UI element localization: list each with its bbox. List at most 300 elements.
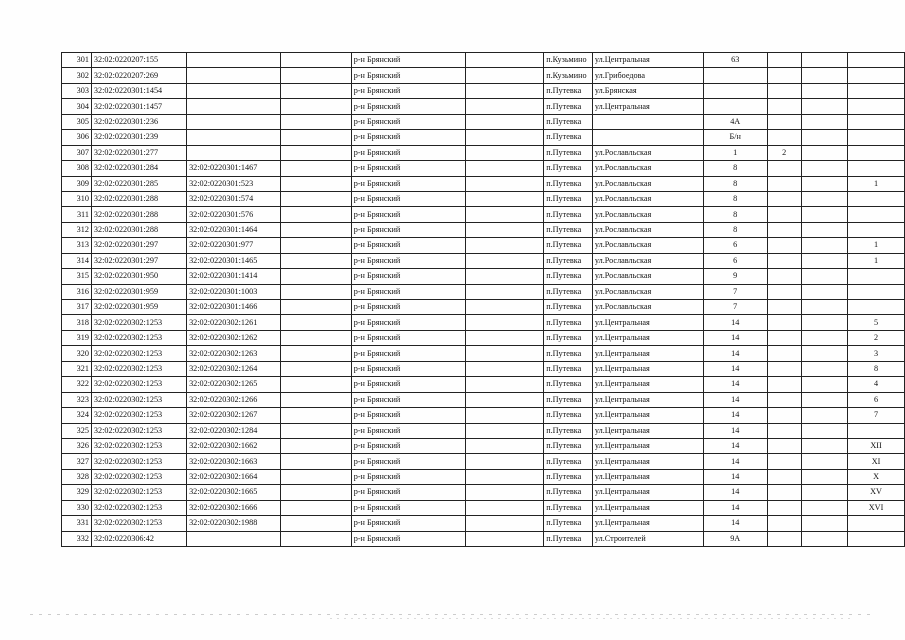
- table-row: [62, 346, 905, 361]
- row-number-cell: 328: [62, 469, 92, 484]
- row-number-cell: 312: [62, 222, 92, 237]
- table-row: [62, 269, 905, 284]
- row-number-cell: 301: [62, 53, 92, 68]
- settlement-cell: п.Путевка: [544, 361, 593, 376]
- district-cell: р-н Брянский: [351, 330, 466, 345]
- building-number-cell: [767, 500, 801, 515]
- street-cell: ул.Центральная: [592, 330, 703, 345]
- settlement-cell: п.Путевка: [544, 269, 593, 284]
- apartment-number-cell: [848, 300, 905, 315]
- settlement-cell: п.Путевка: [544, 408, 593, 423]
- house-number-cell: 14: [703, 516, 767, 531]
- blank-cell-cell: [466, 114, 544, 129]
- building-number-cell: [767, 315, 801, 330]
- table-row: [62, 500, 905, 515]
- street-cell: ул.Рославльская: [592, 176, 703, 191]
- street-cell: ул.Грибоедова: [592, 68, 703, 83]
- street-cell: ул.Рославльская: [592, 284, 703, 299]
- extra-cell-cell: [801, 377, 847, 392]
- table-row: [62, 176, 905, 191]
- row-number-cell: 311: [62, 207, 92, 222]
- row-number-cell: 315: [62, 269, 92, 284]
- apartment-number-cell: [848, 207, 905, 222]
- cadastral-number-cell: 32:02:0220302:1253: [91, 346, 186, 361]
- building-number-cell: [767, 300, 801, 315]
- house-number-cell: 9: [703, 269, 767, 284]
- street-cell: ул.Центральная: [592, 377, 703, 392]
- street-cell: [592, 114, 703, 129]
- building-number-cell: [767, 408, 801, 423]
- table-row: [62, 469, 905, 484]
- cadastral-number-cell: 32:02:0220302:1253: [91, 408, 186, 423]
- street-cell: ул.Брянская: [592, 83, 703, 98]
- house-number-cell: [703, 68, 767, 83]
- blank-cell-cell: [281, 531, 351, 546]
- settlement-cell: п.Путевка: [544, 330, 593, 345]
- apartment-number-cell: 4: [848, 377, 905, 392]
- settlement-cell: п.Путевка: [544, 392, 593, 407]
- blank-cell-cell: [281, 408, 351, 423]
- street-cell: ул.Центральная: [592, 500, 703, 515]
- house-number-cell: 14: [703, 377, 767, 392]
- cadastral-number-cell: 32:02:0220301:297: [91, 253, 186, 268]
- blank-cell-cell: [281, 423, 351, 438]
- extra-cell-cell: [801, 423, 847, 438]
- cadastral-number-2-cell: 32:02:0220302:1265: [187, 377, 281, 392]
- street-cell: ул.Рославльская: [592, 300, 703, 315]
- street-cell: ул.Рославльская: [592, 222, 703, 237]
- blank-cell-cell: [466, 346, 544, 361]
- cadastral-number-2-cell: 32:02:0220302:1663: [187, 454, 281, 469]
- settlement-cell: п.Путевка: [544, 222, 593, 237]
- settlement-cell: п.Путевка: [544, 438, 593, 453]
- table-row: [62, 114, 905, 129]
- house-number-cell: 14: [703, 346, 767, 361]
- district-cell: р-н Брянский: [351, 500, 466, 515]
- blank-cell-cell: [281, 269, 351, 284]
- district-cell: р-н Брянский: [351, 346, 466, 361]
- district-cell: р-н Брянский: [351, 392, 466, 407]
- extra-cell-cell: [801, 68, 847, 83]
- settlement-cell: п.Путевка: [544, 83, 593, 98]
- register-table: [61, 52, 905, 547]
- district-cell: р-н Брянский: [351, 469, 466, 484]
- extra-cell-cell: [801, 53, 847, 68]
- apartment-number-cell: [848, 68, 905, 83]
- apartment-number-cell: [848, 531, 905, 546]
- blank-cell-cell: [466, 238, 544, 253]
- street-cell: ул.Центральная: [592, 516, 703, 531]
- street-cell: ул.Рославльская: [592, 207, 703, 222]
- extra-cell-cell: [801, 114, 847, 129]
- apartment-number-cell: 1: [848, 238, 905, 253]
- table-row: [62, 207, 905, 222]
- cadastral-number-2-cell: [187, 531, 281, 546]
- building-number-cell: [767, 99, 801, 114]
- blank-cell-cell: [281, 191, 351, 206]
- district-cell: р-н Брянский: [351, 176, 466, 191]
- extra-cell-cell: [801, 315, 847, 330]
- table-row: [62, 191, 905, 206]
- blank-cell-cell: [466, 408, 544, 423]
- blank-cell-cell: [466, 438, 544, 453]
- building-number-cell: [767, 83, 801, 98]
- cadastral-number-2-cell: 32:02:0220301:977: [187, 238, 281, 253]
- blank-cell-cell: [281, 392, 351, 407]
- table-row: [62, 253, 905, 268]
- cadastral-number-cell: 32:02:0220301:277: [91, 145, 186, 160]
- street-cell: ул.Рославльская: [592, 269, 703, 284]
- row-number-cell: 329: [62, 485, 92, 500]
- cadastral-number-cell: 32:02:0220302:1253: [91, 330, 186, 345]
- apartment-number-cell: [848, 130, 905, 145]
- blank-cell-cell: [466, 253, 544, 268]
- row-number-cell: 326: [62, 438, 92, 453]
- blank-cell-cell: [466, 83, 544, 98]
- table-row: [62, 408, 905, 423]
- cadastral-number-cell: 32:02:0220301:959: [91, 284, 186, 299]
- cadastral-number-cell: 32:02:0220302:1253: [91, 361, 186, 376]
- district-cell: р-н Брянский: [351, 238, 466, 253]
- extra-cell-cell: [801, 531, 847, 546]
- settlement-cell: п.Путевка: [544, 500, 593, 515]
- extra-cell-cell: [801, 99, 847, 114]
- district-cell: р-н Брянский: [351, 207, 466, 222]
- apartment-number-cell: [848, 83, 905, 98]
- blank-cell-cell: [281, 207, 351, 222]
- cadastral-number-2-cell: 32:02:0220301:1466: [187, 300, 281, 315]
- building-number-cell: [767, 392, 801, 407]
- cadastral-number-cell: 32:02:0220301:950: [91, 269, 186, 284]
- building-number-cell: [767, 238, 801, 253]
- cadastral-number-cell: 32:02:0220301:284: [91, 161, 186, 176]
- extra-cell-cell: [801, 469, 847, 484]
- table-row: [62, 531, 905, 546]
- settlement-cell: п.Путевка: [544, 253, 593, 268]
- cadastral-number-2-cell: 32:02:0220301:576: [187, 207, 281, 222]
- cadastral-number-cell: 32:02:0220302:1253: [91, 469, 186, 484]
- row-number-cell: 316: [62, 284, 92, 299]
- building-number-cell: [767, 207, 801, 222]
- street-cell: ул.Центральная: [592, 438, 703, 453]
- blank-cell-cell: [466, 222, 544, 237]
- settlement-cell: п.Путевка: [544, 130, 593, 145]
- blank-cell-cell: [466, 161, 544, 176]
- apartment-number-cell: [848, 222, 905, 237]
- blank-cell-cell: [281, 346, 351, 361]
- extra-cell-cell: [801, 191, 847, 206]
- settlement-cell: п.Путевка: [544, 315, 593, 330]
- cadastral-number-2-cell: [187, 53, 281, 68]
- district-cell: р-н Брянский: [351, 161, 466, 176]
- blank-cell-cell: [466, 377, 544, 392]
- row-number-cell: 324: [62, 408, 92, 423]
- cadastral-number-2-cell: 32:02:0220302:1666: [187, 500, 281, 515]
- apartment-number-cell: 8: [848, 361, 905, 376]
- blank-cell-cell: [281, 83, 351, 98]
- table-row: [62, 222, 905, 237]
- building-number-cell: 2: [767, 145, 801, 160]
- building-number-cell: [767, 330, 801, 345]
- house-number-cell: 8: [703, 161, 767, 176]
- row-number-cell: 310: [62, 191, 92, 206]
- cadastral-number-2-cell: 32:02:0220301:1467: [187, 161, 281, 176]
- settlement-cell: п.Кузьмино: [544, 53, 593, 68]
- blank-cell-cell: [466, 469, 544, 484]
- cadastral-number-cell: 32:02:0220301:959: [91, 300, 186, 315]
- cadastral-number-2-cell: [187, 83, 281, 98]
- settlement-cell: п.Путевка: [544, 238, 593, 253]
- row-number-cell: 320: [62, 346, 92, 361]
- house-number-cell: 14: [703, 423, 767, 438]
- settlement-cell: п.Путевка: [544, 300, 593, 315]
- blank-cell-cell: [466, 191, 544, 206]
- settlement-cell: п.Путевка: [544, 454, 593, 469]
- district-cell: р-н Брянский: [351, 68, 466, 83]
- district-cell: р-н Брянский: [351, 83, 466, 98]
- building-number-cell: [767, 53, 801, 68]
- street-cell: ул.Рославльская: [592, 253, 703, 268]
- settlement-cell: п.Путевка: [544, 423, 593, 438]
- table-row: [62, 130, 905, 145]
- street-cell: ул.Рославльская: [592, 161, 703, 176]
- cadastral-number-cell: 32:02:0220302:1253: [91, 516, 186, 531]
- blank-cell-cell: [281, 176, 351, 191]
- street-cell: ул.Центральная: [592, 454, 703, 469]
- house-number-cell: 14: [703, 361, 767, 376]
- district-cell: р-н Брянский: [351, 114, 466, 129]
- row-number-cell: 317: [62, 300, 92, 315]
- cadastral-number-2-cell: [187, 68, 281, 83]
- row-number-cell: 332: [62, 531, 92, 546]
- blank-cell-cell: [466, 176, 544, 191]
- table-row: [62, 485, 905, 500]
- apartment-number-cell: [848, 145, 905, 160]
- blank-cell-cell: [281, 68, 351, 83]
- settlement-cell: п.Путевка: [544, 161, 593, 176]
- blank-cell-cell: [466, 485, 544, 500]
- extra-cell-cell: [801, 269, 847, 284]
- district-cell: р-н Брянский: [351, 222, 466, 237]
- apartment-number-cell: [848, 269, 905, 284]
- apartment-number-cell: 6: [848, 392, 905, 407]
- extra-cell-cell: [801, 130, 847, 145]
- cadastral-number-cell: 32:02:0220301:239: [91, 130, 186, 145]
- row-number-cell: 303: [62, 83, 92, 98]
- row-number-cell: 325: [62, 423, 92, 438]
- table-row: [62, 454, 905, 469]
- extra-cell-cell: [801, 176, 847, 191]
- blank-cell-cell: [466, 145, 544, 160]
- cadastral-number-2-cell: 32:02:0220302:1665: [187, 485, 281, 500]
- district-cell: р-н Брянский: [351, 454, 466, 469]
- street-cell: ул.Центральная: [592, 485, 703, 500]
- row-number-cell: 313: [62, 238, 92, 253]
- table-row: [62, 284, 905, 299]
- register-rows: [62, 53, 905, 547]
- table-row: [62, 145, 905, 160]
- cadastral-number-2-cell: 32:02:0220302:1263: [187, 346, 281, 361]
- house-number-cell: 6: [703, 253, 767, 268]
- district-cell: р-н Брянский: [351, 284, 466, 299]
- row-number-cell: 319: [62, 330, 92, 345]
- blank-cell-cell: [466, 361, 544, 376]
- row-number-cell: 305: [62, 114, 92, 129]
- apartment-number-cell: XVI: [848, 500, 905, 515]
- cadastral-number-cell: 32:02:0220301:285: [91, 176, 186, 191]
- building-number-cell: [767, 161, 801, 176]
- house-number-cell: 4А: [703, 114, 767, 129]
- cadastral-number-2-cell: 32:02:0220301:1003: [187, 284, 281, 299]
- street-cell: ул.Центральная: [592, 315, 703, 330]
- building-number-cell: [767, 531, 801, 546]
- house-number-cell: 14: [703, 392, 767, 407]
- district-cell: р-н Брянский: [351, 531, 466, 546]
- apartment-number-cell: 1: [848, 176, 905, 191]
- apartment-number-cell: X: [848, 469, 905, 484]
- house-number-cell: 14: [703, 330, 767, 345]
- house-number-cell: 6: [703, 238, 767, 253]
- table-row: [62, 161, 905, 176]
- cadastral-number-cell: 32:02:0220302:1253: [91, 438, 186, 453]
- cadastral-number-2-cell: 32:02:0220301:1464: [187, 222, 281, 237]
- apartment-number-cell: XII: [848, 438, 905, 453]
- blank-cell-cell: [466, 130, 544, 145]
- district-cell: р-н Брянский: [351, 191, 466, 206]
- district-cell: р-н Брянский: [351, 516, 466, 531]
- table-row: [62, 53, 905, 68]
- cadastral-number-2-cell: 32:02:0220302:1261: [187, 315, 281, 330]
- cadastral-number-2-cell: [187, 130, 281, 145]
- street-cell: ул.Центральная: [592, 469, 703, 484]
- blank-cell-cell: [281, 222, 351, 237]
- row-number-cell: 306: [62, 130, 92, 145]
- apartment-number-cell: [848, 191, 905, 206]
- blank-cell-cell: [281, 315, 351, 330]
- house-number-cell: 8: [703, 176, 767, 191]
- cadastral-number-cell: 32:02:0220301:288: [91, 222, 186, 237]
- blank-cell-cell: [466, 454, 544, 469]
- apartment-number-cell: XI: [848, 454, 905, 469]
- house-number-cell: 14: [703, 485, 767, 500]
- cadastral-number-2-cell: 32:02:0220302:1662: [187, 438, 281, 453]
- cadastral-number-cell: 32:02:0220207:155: [91, 53, 186, 68]
- settlement-cell: п.Путевка: [544, 284, 593, 299]
- blank-cell-cell: [281, 161, 351, 176]
- cadastral-number-2-cell: [187, 99, 281, 114]
- house-number-cell: 14: [703, 438, 767, 453]
- street-cell: ул.Центральная: [592, 53, 703, 68]
- table-row: [62, 83, 905, 98]
- street-cell: ул.Центральная: [592, 361, 703, 376]
- blank-cell-cell: [281, 330, 351, 345]
- blank-cell-cell: [466, 207, 544, 222]
- settlement-cell: п.Путевка: [544, 99, 593, 114]
- building-number-cell: [767, 68, 801, 83]
- building-number-cell: [767, 469, 801, 484]
- settlement-cell: п.Путевка: [544, 516, 593, 531]
- building-number-cell: [767, 485, 801, 500]
- row-number-cell: 331: [62, 516, 92, 531]
- settlement-cell: п.Путевка: [544, 377, 593, 392]
- street-cell: ул.Центральная: [592, 392, 703, 407]
- building-number-cell: [767, 423, 801, 438]
- apartment-number-cell: [848, 516, 905, 531]
- house-number-cell: 14: [703, 500, 767, 515]
- blank-cell-cell: [281, 145, 351, 160]
- house-number-cell: 1: [703, 145, 767, 160]
- apartment-number-cell: XV: [848, 485, 905, 500]
- building-number-cell: [767, 222, 801, 237]
- apartment-number-cell: 2: [848, 330, 905, 345]
- cadastral-number-2-cell: 32:02:0220302:1988: [187, 516, 281, 531]
- building-number-cell: [767, 114, 801, 129]
- blank-cell-cell: [281, 300, 351, 315]
- blank-cell-cell: [281, 253, 351, 268]
- blank-cell-cell: [466, 392, 544, 407]
- apartment-number-cell: 7: [848, 408, 905, 423]
- blank-cell-cell: [466, 500, 544, 515]
- table-row: [62, 330, 905, 345]
- table-row: [62, 423, 905, 438]
- street-cell: [592, 130, 703, 145]
- street-cell: ул.Центральная: [592, 346, 703, 361]
- cadastral-number-cell: 32:02:0220301:1454: [91, 83, 186, 98]
- blank-cell-cell: [466, 423, 544, 438]
- extra-cell-cell: [801, 238, 847, 253]
- house-number-cell: 7: [703, 284, 767, 299]
- district-cell: р-н Брянский: [351, 300, 466, 315]
- settlement-cell: п.Путевка: [544, 145, 593, 160]
- table-row: [62, 438, 905, 453]
- house-number-cell: [703, 99, 767, 114]
- row-number-cell: 308: [62, 161, 92, 176]
- blank-cell-cell: [281, 516, 351, 531]
- extra-cell-cell: [801, 346, 847, 361]
- cadastral-number-cell: 32:02:0220301:288: [91, 207, 186, 222]
- apartment-number-cell: [848, 284, 905, 299]
- blank-cell-cell: [281, 454, 351, 469]
- building-number-cell: [767, 438, 801, 453]
- district-cell: р-н Брянский: [351, 253, 466, 268]
- extra-cell-cell: [801, 145, 847, 160]
- house-number-cell: 8: [703, 191, 767, 206]
- cadastral-number-cell: 32:02:0220207:269: [91, 68, 186, 83]
- settlement-cell: п.Путевка: [544, 346, 593, 361]
- street-cell: ул.Центральная: [592, 99, 703, 114]
- building-number-cell: [767, 191, 801, 206]
- table-row: [62, 361, 905, 376]
- apartment-number-cell: 3: [848, 346, 905, 361]
- extra-cell-cell: [801, 485, 847, 500]
- table-row: [62, 315, 905, 330]
- blank-cell-cell: [466, 531, 544, 546]
- blank-cell-cell: [281, 99, 351, 114]
- extra-cell-cell: [801, 222, 847, 237]
- district-cell: р-н Брянский: [351, 377, 466, 392]
- building-number-cell: [767, 454, 801, 469]
- blank-cell-cell: [281, 469, 351, 484]
- extra-cell-cell: [801, 253, 847, 268]
- district-cell: р-н Брянский: [351, 145, 466, 160]
- scan-artifact-line: [30, 614, 870, 615]
- cadastral-number-cell: 32:02:0220302:1253: [91, 485, 186, 500]
- cadastral-number-cell: 32:02:0220302:1253: [91, 454, 186, 469]
- building-number-cell: [767, 346, 801, 361]
- blank-cell-cell: [466, 315, 544, 330]
- building-number-cell: [767, 130, 801, 145]
- cadastral-number-cell: 32:02:0220306:42: [91, 531, 186, 546]
